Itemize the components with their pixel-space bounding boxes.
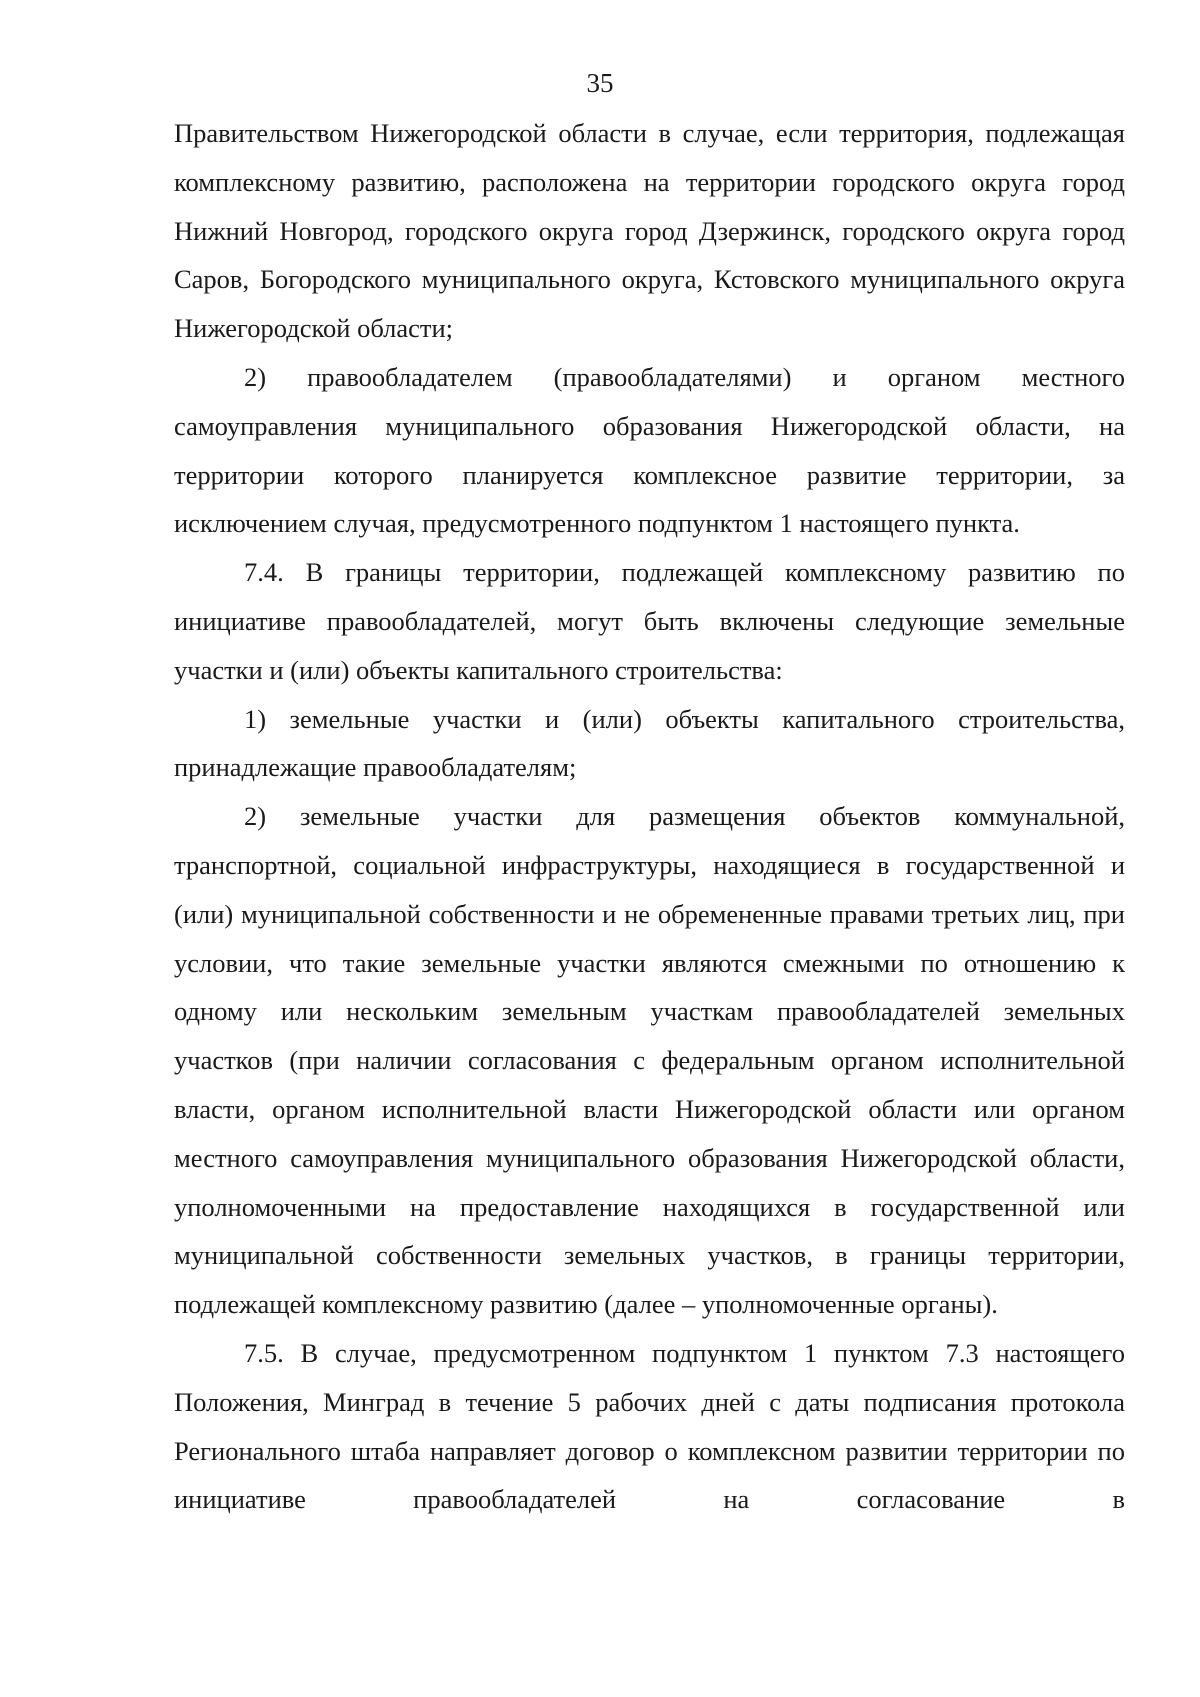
page-number: 35 xyxy=(586,68,614,98)
paragraph-item-2: 2) правообладателем (правообладателями) и органом местного самоуправления муниципального образования Нижегородской области, на территории которого планируется комплексное развитие территории, за исключением случая, предусмотренного подпунктом 1 настоящего пункта. xyxy=(174,361,1125,539)
document-body xyxy=(174,109,1125,1524)
paragraph-continuation: Правительством Нижегородской области в случае, если территория, подлежащая комплексному развитию, расположена на территории городского округа город Нижний Новгород, городского округа город Дзержинск, городского округа город Саров, Богородского муниципального округа, Кстовского муниципального округа Нижегородской области; xyxy=(174,118,1125,344)
paragraph-7-5: 7.5. В случае, предусмотренном подпунктом 1 пунктом 7.3 настоящего Положения, Минград в течение 5 рабочих дней с даты подписания протокола Регионального штаба направляет договор о комплексном развитии территории по инициативе правообладателей на согласование в xyxy=(174,1337,1125,1515)
paragraph-7-4-item-2: 2) земельные участки для размещения объектов коммунальной, транспортной, социальной инфраструктуры, находящиеся в государственной и (или) муниципальной собственности и не обремененные правами третьих лиц, при условии, что такие земельные участки являются смежными по отношению к одному или нескольким земельным участкам правообладателей земельных участков (при наличии согласования с федеральным органом исполнительной власти, органом исполнительной власти Нижегородской области или органом местного самоуправления муниципального образования Нижегородской области, уполномоченными на предоставление находящихся в государственной или муниципальной собственности земельных участков, в границы территории, подлежащей комплексному развитию (далее – уполномоченные органы). xyxy=(174,801,1125,1320)
paragraph-7-4: 7.4. В границы территории, подлежащей комплексному развитию по инициативе правообладателей, могут быть включены следующие земельные участки и (или) объекты капитального строительства: xyxy=(174,557,1125,685)
paragraph-7-4-item-1: 1) земельные участки и (или) объекты капитального строительства, принадлежащие правообладателям; xyxy=(174,703,1125,783)
